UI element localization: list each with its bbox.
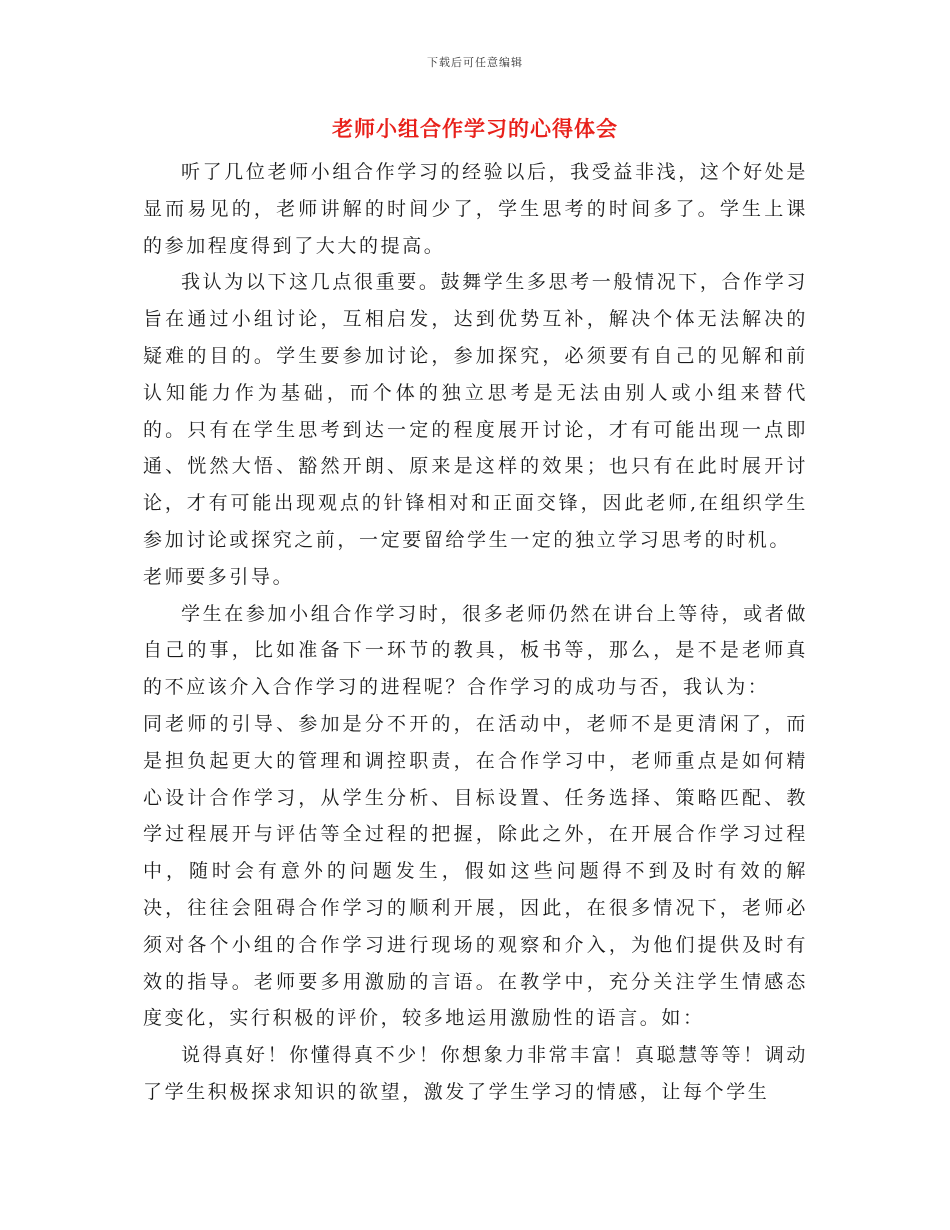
paragraph-1: 听了几位老师小组合作学习的经验以后，我受益非浅，这个好处是显而易见的，老师讲解的时间少了，学生思考的时间多了。学生上课的参加程度得到了大大的提高。 bbox=[143, 161, 808, 257]
document-title: 老师小组合作学习的心得体会 bbox=[332, 116, 618, 141]
paragraph-3: 老师要多引导。 bbox=[143, 565, 295, 588]
paragraph-2: 我认为以下这几点很重要。鼓舞学生多思考一般情况下，合作学习旨在通过小组讨论，互相启发，达到优势互补，解决个体无法解决的疑难的目的。学生要参加讨论，参加探究，必须要有自己的见解和前认知能力作为基础，而个体的独立思考是无法由别人或小组来替代的。只有在学生思考到达一定的程度展开讨论，才有可能出现一点即通、恍然大悟、豁然开朗、原来是这样的效果；也只有在此时展开讨论，才有可能出现观点的针锋相对和正面交锋，因此老师,在组织学生参加讨论或探究之前，一定要留给学生一定的独立学习思考的时机。 bbox=[143, 271, 808, 551]
header-note: 下载后可任意编辑 bbox=[427, 56, 523, 69]
document-body bbox=[143, 154, 808, 1111]
paragraph-5: 同老师的引导、参加是分不开的，在活动中，老师不是更清闲了，而是担负起更大的管理和调控职责，在合作学习中，老师重点是如何精心设计合作学习，从学生分析、目标设置、任务选择、策略匹配、教学过程展开与评估等全过程的把握，除此之外，在开展合作学习过程中，随时会有意外的问题发生，假如这些问题得不到及时有效的解决，往往会阻碍合作学习的顺利开展，因此，在很多情况下，老师必须对各个小组的合作学习进行现场的观察和介入，为他们提供及时有效的指导。老师要多用激励的言语。在教学中，充分关注学生情感态度变化，实行积极的评价，较多地运用激励性的语言。如： bbox=[143, 712, 808, 1030]
paragraph-4: 学生在参加小组合作学习时，很多老师仍然在讲台上等待，或者做自己的事，比如准备下一环节的教具，板书等，那么，是不是老师真的不应该介入合作学习的进程呢？合作学习的成功与否，我认为： bbox=[143, 602, 808, 699]
paragraph-6: 说得真好！你懂得真不少！你想象力非常丰富！真聪慧等等！调动了学生积极探求知识的欲望，激发了学生学习的情感，让每个学生 bbox=[143, 1044, 808, 1103]
